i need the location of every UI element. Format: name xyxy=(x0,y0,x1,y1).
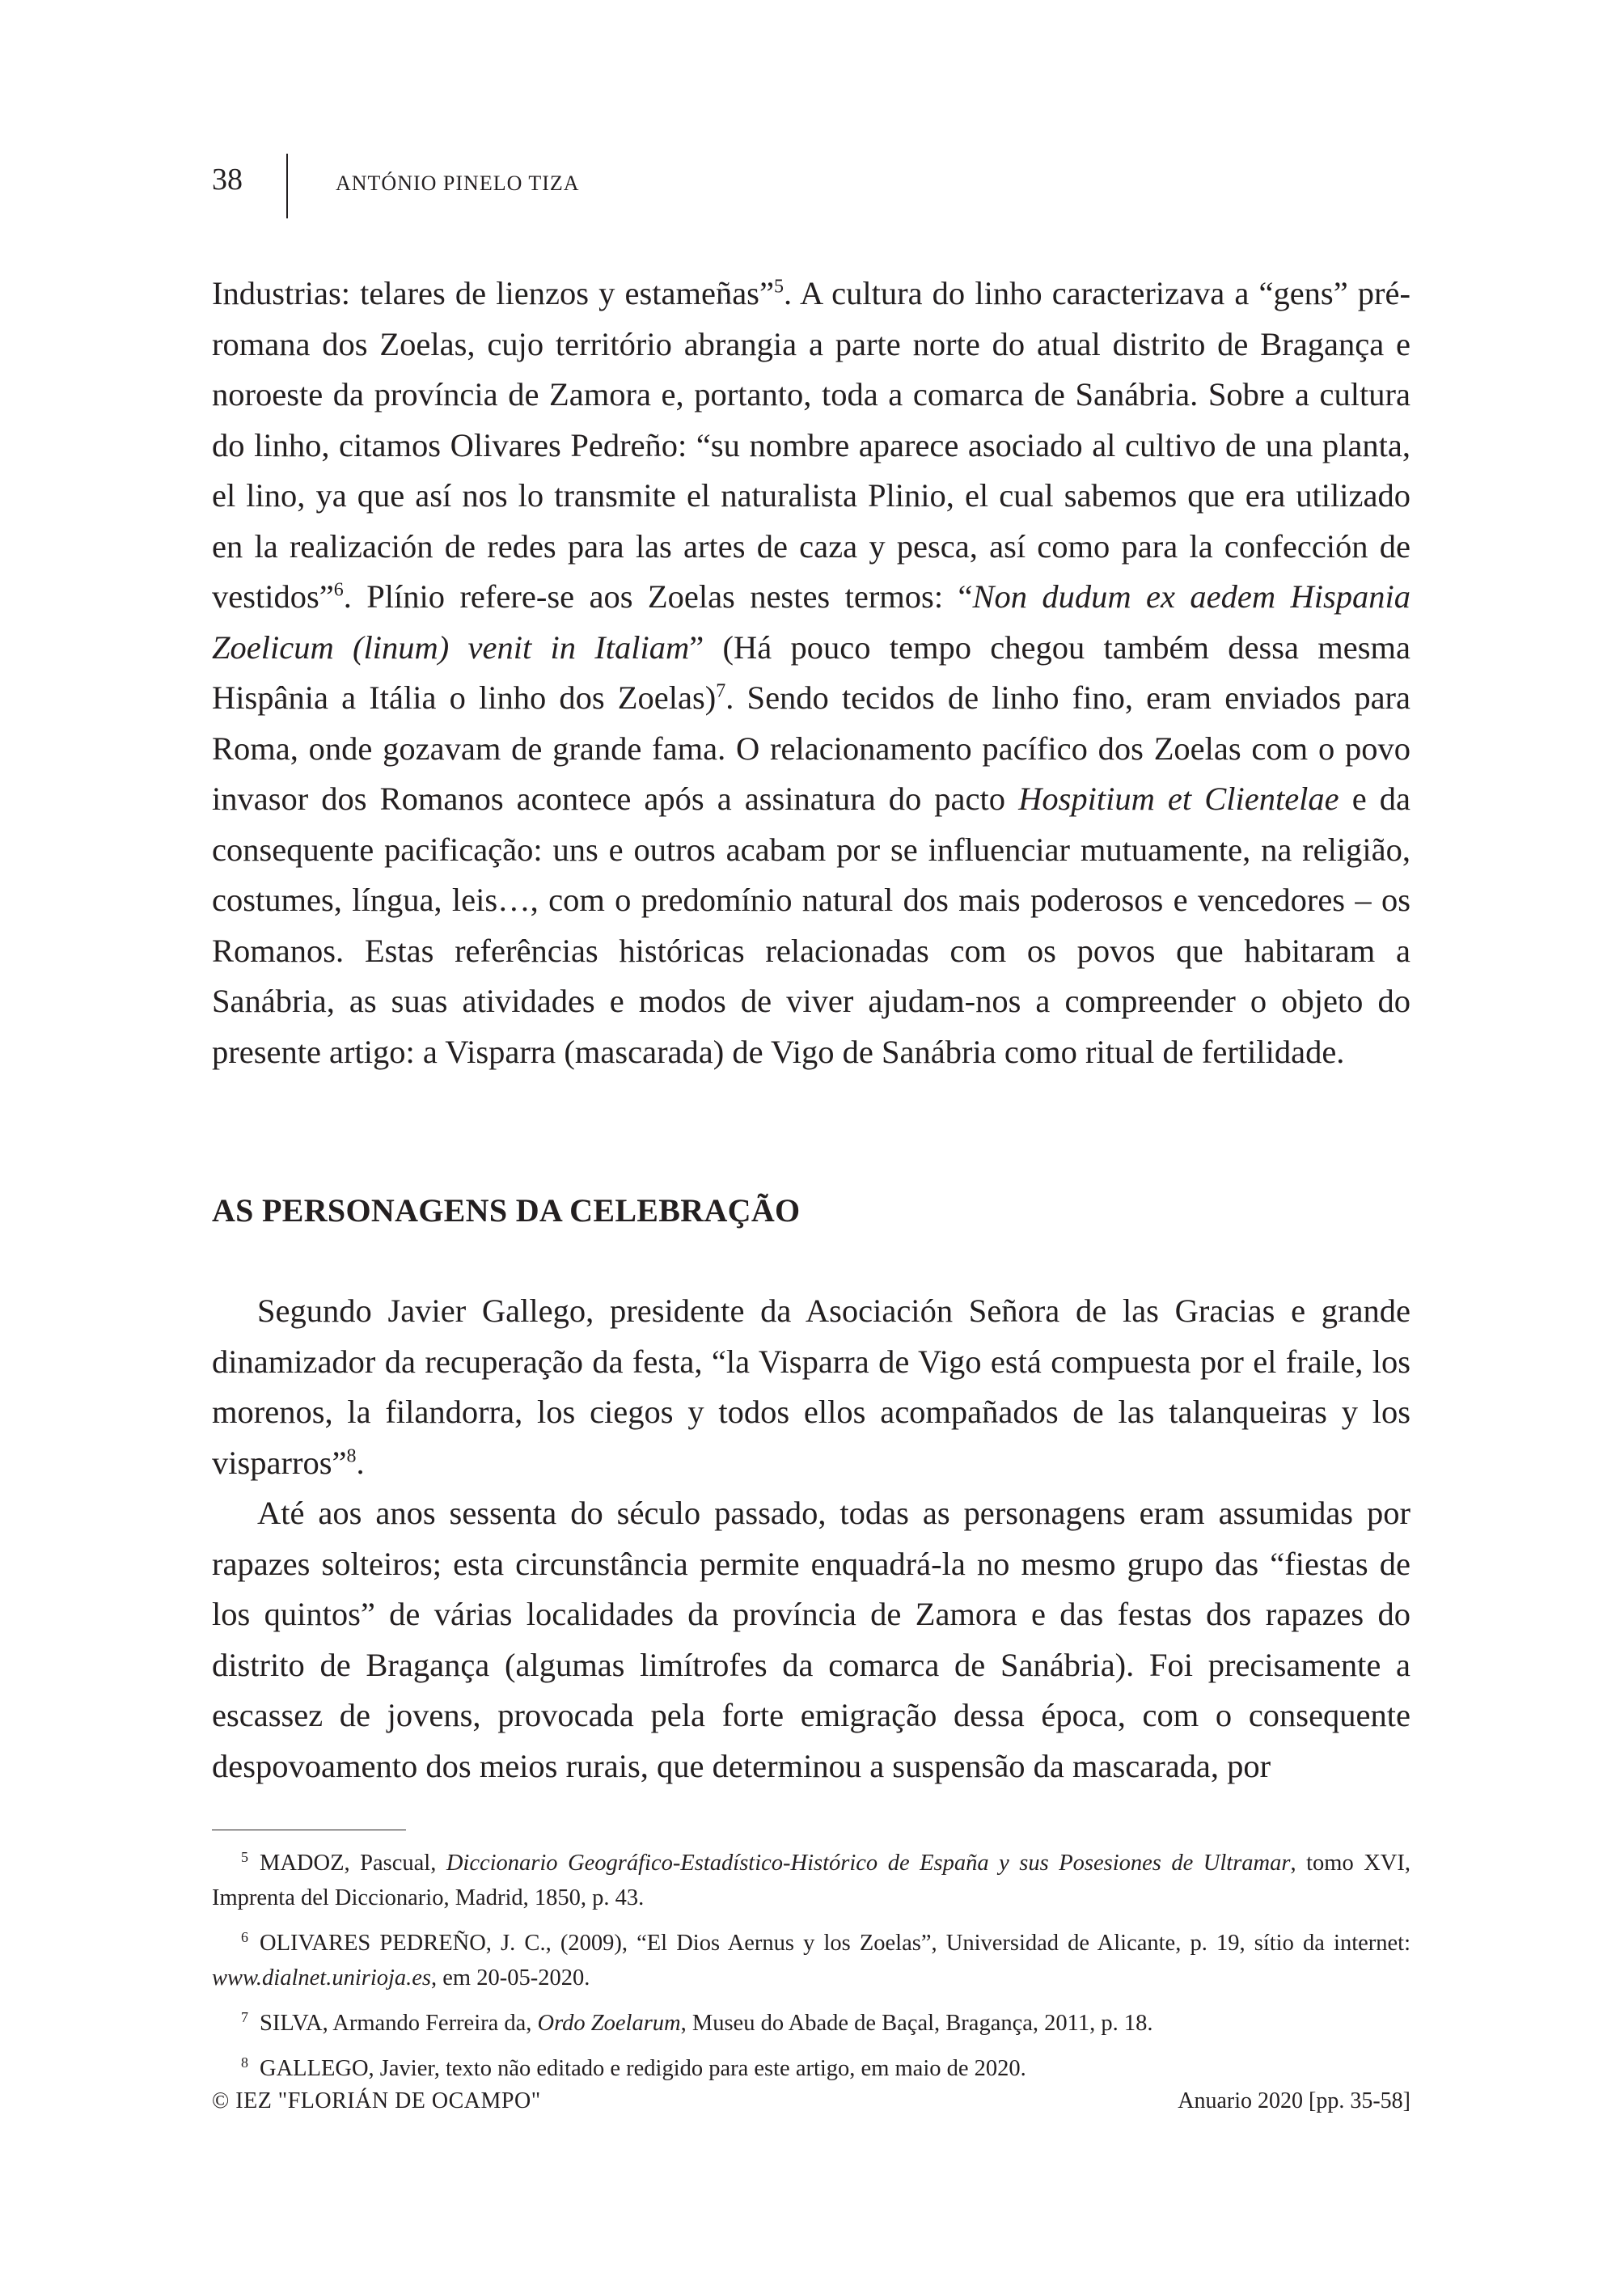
section-body xyxy=(212,1286,1410,1792)
paragraph-2 xyxy=(212,1286,1410,1488)
paragraph-1-text: Industrias: telares de lienzos y estameñas” xyxy=(212,275,774,311)
footnote-title: Diccionario Geográfico-Estadístico-Histórico de España y sus Posesiones de Ultramar xyxy=(446,1851,1291,1876)
footnote-mark: 8 xyxy=(241,2054,248,2071)
footer-publisher: © IEZ "FLORIÁN DE OCAMPO" xyxy=(212,2088,541,2113)
footnote-mark: 6 xyxy=(241,1928,248,1945)
footnote-7 xyxy=(212,2006,1410,2041)
paragraph-3: Até aos anos sessenta do século passado, todas as personagens eram assumidas por rapazes solteiros; esta circunstância permite enquadrá-la no mesmo grupo das “fiestas de los quintos” de várias localidades da província de Zamora e das festas dos rapazes do distrito de Bragança (algumas limítrofes da comarca de Sanábria). Foi precisamente a escassez de jovens, provocada pela forte emigração dessa época, com o consequente despovoamento dos meios rurais, que determinou a suspensão da mascarada, por xyxy=(212,1495,1410,1784)
footnote-ref-8[interactable]: 8 xyxy=(346,1445,357,1466)
latin-term: Hospitium et Clientelae xyxy=(1018,781,1339,817)
footnote-text: GALLEGO, Javier, texto não editado e redigido para este artigo, em maio de 2020. xyxy=(260,2056,1026,2081)
paragraph-2-text: . xyxy=(356,1444,365,1481)
footnote-6 xyxy=(212,1926,1410,1995)
footnote-ref-5[interactable]: 5 xyxy=(773,276,784,298)
footnote-text: MADOZ, Pascual, xyxy=(260,1851,446,1876)
footnote-text: , tomo XVI, Imprenta del Diccionario, Madrid, 1850, p. 43. xyxy=(212,1851,1410,1910)
footnote-ref-7[interactable]: 7 xyxy=(716,680,726,702)
footnote-ref-6[interactable]: 6 xyxy=(333,579,344,601)
paragraph-1 xyxy=(212,269,1410,1077)
footnote-text: OLIVARES PEDREÑO, J. C., (2009), “El Dios Aernus y los Zoelas”, Universidad de Alicante, p. 19, sítio da internet: xyxy=(260,1931,1410,1956)
page-number: 38 xyxy=(212,163,243,197)
paragraph-1-text: ” (Há pouco tempo chegou também dessa mesma Hispânia a Itália o linho dos Zoelas) xyxy=(212,628,1410,716)
footnote-text: , Museu do Abade de Baçal, Bragança, 2011, p. 18. xyxy=(680,2011,1153,2036)
footnote-title: Ordo Zoelarum xyxy=(537,2011,681,2036)
footnote-8 xyxy=(212,2051,1410,2086)
header-divider xyxy=(286,154,288,218)
footer-volume: Anuario 2020 [pp. 35-58] xyxy=(1178,2088,1410,2113)
paragraph-1-text: . A cultura do linho caracterizava a “gens” pré-romana dos Zoelas, cujo território abrangia a parte norte do atual distrito de Bragança e noroeste da província de Zamora e, portanto, toda a comarca de Sanábria. Sobre a cultura do linho, citamos Olivares Pedreño: “su nombre aparece asociado al cultivo de una planta, el lino, ya que así nos lo transmite el naturalista Plinio, el cual sabemos que era utilizado en la realización de redes para las artes de caza y pesca, así como para la confección de vestidos” xyxy=(212,275,1411,615)
footnote-text: SILVA, Armando Ferreira da, xyxy=(260,2011,538,2036)
footnote-text: , em 20-05-2020. xyxy=(431,1965,590,1991)
running-head-author: ANTÓNIO PINELO TIZA xyxy=(336,171,580,195)
paragraph-1-text: . Sendo tecidos de linho fino, eram enviados para Roma, onde gozavam de grande fama. O relacionamento pacífico dos Zoelas com o povo invasor dos Romanos acontece após a assinatura do pacto xyxy=(212,679,1411,817)
paragraph-1-text: . Plínio refere-se aos Zoelas nestes termos: “ xyxy=(343,578,973,615)
footnote-5 xyxy=(212,1846,1410,1915)
footnotes xyxy=(212,1846,1410,2096)
footnote-mark: 7 xyxy=(241,2008,248,2025)
latin-quote: Non dudum ex aedem Hispania Zoelicum (linum) venit in Italiam xyxy=(212,578,1410,666)
footnote-link[interactable]: www.dialnet.unirioja.es xyxy=(212,1965,432,1991)
paragraph-2-text: Segundo Javier Gallego, presidente da Asociación Señora de las Gracias e grande dinamizador da recuperação da festa, “la Visparra de Vigo está compuesta por el fraile, los morenos, la filandorra, los ciegos y todos ellos acompañados de las talanqueiras y los visparros” xyxy=(212,1292,1410,1481)
section-heading: AS PERSONAGENS DA CELEBRAÇÃO xyxy=(212,1192,801,1229)
page-header xyxy=(212,154,1425,218)
paragraph-1-text: e da consequente pacificação: uns e outros acabam por se influenciar mutuamente, na religião, costumes, língua, leis…, com o predomínio natural dos mais poderosos e vencedores – os Romanos. Estas referências históricas relacionadas com os povos que habitaram a Sanábria, as suas atividades e modos de viver ajudam-nos a compreender o objeto do presente artigo: a Visparra (mascarada) de Vigo de Sanábria como ritual de fertilidade. xyxy=(212,781,1410,1070)
footnote-mark: 5 xyxy=(241,1848,248,1865)
